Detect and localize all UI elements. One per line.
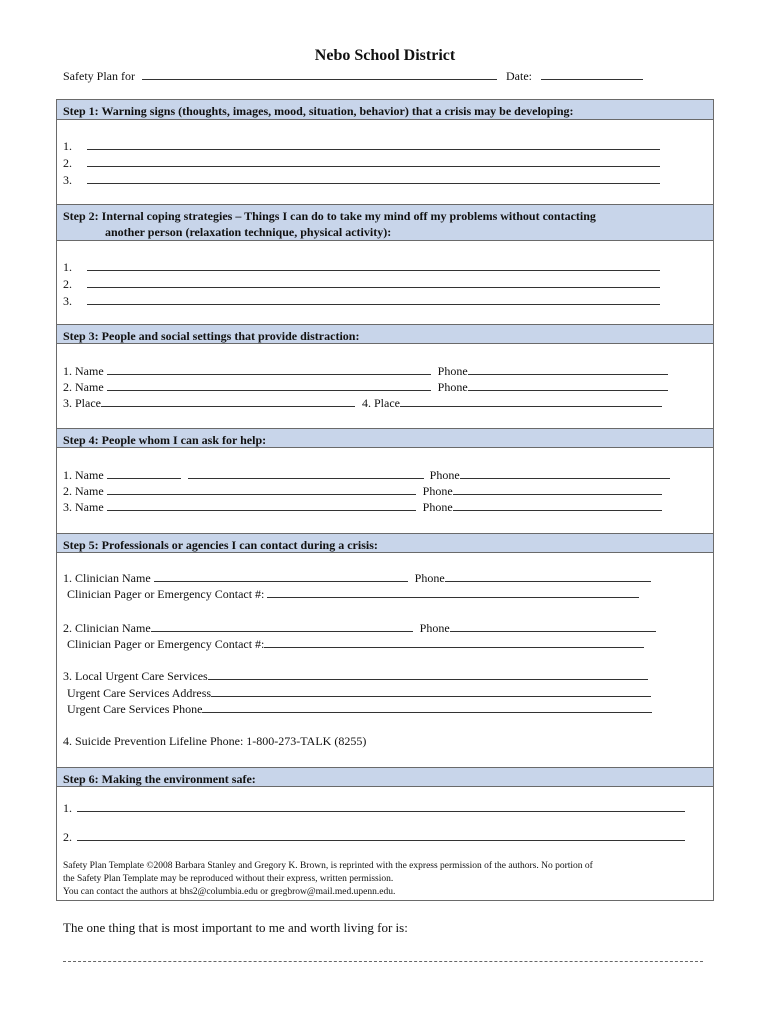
step-2-item-2[interactable]: 2.	[63, 276, 660, 292]
name-field-line[interactable]	[142, 68, 497, 80]
copyright-footnote	[63, 860, 707, 899]
footnote-line-2: the Safety Plan Template may be reproduced without their express, written permission.	[63, 874, 394, 884]
step-6-item-1[interactable]: 1.	[63, 800, 685, 816]
step-3-heading: Step 3: People and social settings that provide distraction:	[57, 324, 713, 344]
step-3-places[interactable]: 3. Place 4. Place	[63, 395, 662, 411]
step-3-name-2[interactable]: 2. Name Phone	[63, 379, 668, 395]
step-2-heading-line-2: another person (relaxation technique, physical activity):	[105, 225, 392, 239]
step-5-clinician-1[interactable]: 1. Clinician Name Phone	[63, 570, 651, 586]
closing-answer-line[interactable]	[63, 951, 703, 962]
step-1-item-2[interactable]: 2.	[63, 155, 660, 171]
step-1-heading: Step 1: Warning signs (thoughts, images, mood, situation, behavior) that a crisis may be developing:	[57, 100, 713, 120]
step-5-pager-1[interactable]: Clinician Pager or Emergency Contact #:	[67, 586, 639, 602]
step-1-item-1[interactable]: 1.	[63, 138, 660, 154]
step-4-name-1[interactable]: 1. Name Phone	[63, 467, 670, 483]
step-4-heading: Step 4: People whom I can ask for help:	[57, 428, 713, 448]
step-5-clinician-2[interactable]: 2. Clinician Name Phone	[63, 620, 656, 636]
step-5-heading: Step 5: Professionals or agencies I can contact during a crisis:	[57, 533, 713, 553]
step-1-item-3[interactable]: 3.	[63, 172, 660, 188]
step-3-name-1[interactable]: 1. Name Phone	[63, 363, 668, 379]
footnote-line-1: Safety Plan Template ©2008 Barbara Stanley and Gregory K. Brown, is reprinted with the express permission of the authors. No portion of	[63, 861, 593, 871]
step-2-heading	[57, 204, 713, 241]
safety-plan-form	[56, 99, 714, 901]
closing-prompt: The one thing that is most important to me and worth living for is:	[63, 920, 408, 935]
safety-plan-for-label: Safety Plan for	[63, 69, 135, 83]
header-line	[63, 68, 532, 84]
step-4-name-2[interactable]: 2. Name Phone	[63, 483, 662, 499]
page-title: Nebo School District	[314, 47, 456, 64]
step-5-lifeline: 4. Suicide Prevention Lifeline Phone: 1-800-273-TALK (8255)	[63, 734, 367, 748]
step-2-item-1[interactable]: 1.	[63, 259, 660, 275]
date-field-line[interactable]	[541, 68, 643, 80]
step-5-urgent-phone[interactable]: Urgent Care Services Phone	[67, 701, 652, 717]
date-label: Date:	[506, 69, 532, 83]
step-6-item-2[interactable]: 2.	[63, 829, 685, 845]
step-5-pager-2[interactable]: Clinician Pager or Emergency Contact #:	[67, 636, 644, 652]
step-2-heading-line-1: Step 2: Internal coping strategies – Things I can do to take my mind off my problems without contacting	[63, 209, 596, 223]
step-2-item-3[interactable]: 3.	[63, 293, 660, 309]
step-5-urgent-address[interactable]: Urgent Care Services Address	[67, 685, 651, 701]
step-4-name-3[interactable]: 3. Name Phone	[63, 499, 662, 515]
step-6-heading: Step 6: Making the environment safe:	[57, 767, 713, 787]
footnote-line-3: You can contact the authors at bhs2@columbia.edu or gregbrow@mail.med.upenn.edu.	[63, 887, 396, 897]
step-5-urgent-care[interactable]: 3. Local Urgent Care Services	[63, 668, 648, 684]
